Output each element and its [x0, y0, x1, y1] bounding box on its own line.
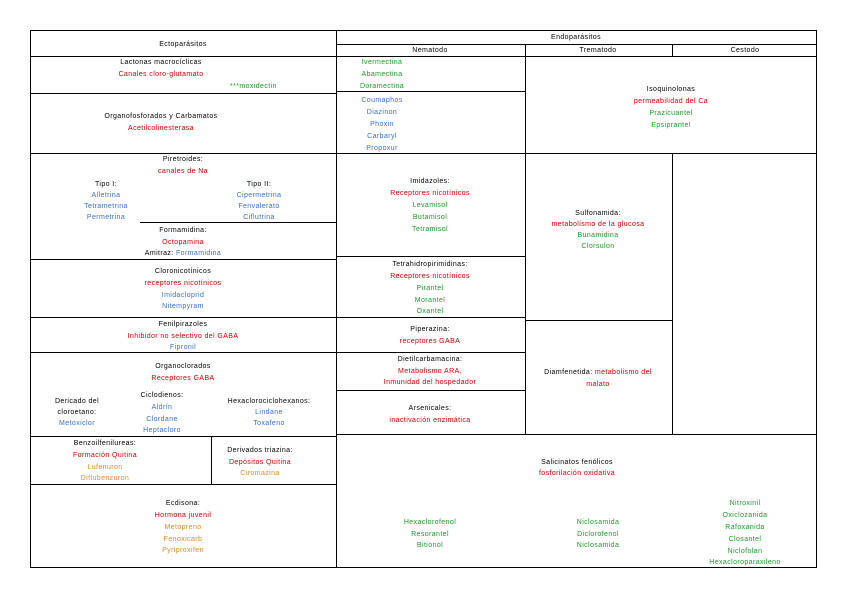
tipo1-title: Tipo I: — [95, 181, 117, 188]
ciflutrina: Ciflutrina — [243, 214, 275, 221]
coumaphos: Coumaphos — [361, 97, 403, 104]
fenvalerato: Fenvalerato — [238, 203, 280, 210]
clorsulon: Clorsulon — [581, 243, 615, 250]
amitraz-line — [145, 249, 221, 258]
propoxur: Propoxur — [366, 145, 398, 152]
header-nematodo: Nematodo — [412, 47, 448, 54]
benzoilfenil-title: Benzoilfenilureas: — [73, 440, 137, 447]
tetrahidro-mechanism: Receptores nicotínicos — [390, 273, 470, 280]
piretroides-mechanism: canales de Na — [158, 168, 208, 175]
butamisol: Butamisol — [412, 214, 448, 221]
dietil-mechanism-2: Inmunidad del hospedador — [383, 379, 477, 386]
resorantel: Resorantel — [411, 531, 449, 538]
cloronicotinicos-title: Cloronicotínicos — [154, 268, 212, 275]
isoquinolonas-title: Isoquinolonas — [646, 86, 696, 93]
dietil-title: Dietilcarbamacina: — [397, 356, 463, 363]
tetrametrina: Tetrametrina — [84, 203, 128, 210]
hexaclorociclohexanos-title: Hexaclorociclohexanos: — [227, 398, 311, 405]
levamisol: Levamisol — [412, 202, 448, 209]
lindane: Lindane — [255, 409, 283, 416]
lufenuron: Lufenuron — [87, 464, 123, 471]
triazina-title: Derivados triazina: — [227, 447, 293, 454]
piretroides-title: Piretroides: — [162, 156, 204, 163]
metoxiclor: Metoxiclor — [59, 420, 95, 427]
header-cestodo: Cestodo — [730, 47, 760, 54]
pirantel: Pirantel — [416, 285, 444, 292]
dericado-title-2: cloroetano: — [57, 409, 97, 416]
dietil-mechanism-1: Metabolismo ARA, — [398, 368, 462, 375]
niclosamida-2: Niclosamida — [576, 542, 620, 549]
tetramisol: Tetramisol — [412, 226, 448, 233]
lactonas-mechanism: Canales cloro-glutamato — [118, 71, 204, 78]
toxafeno: Toxafeno — [253, 420, 285, 427]
header-endoparasitos: Endoparásitos — [551, 34, 601, 41]
permetrina: Permetrina — [86, 214, 126, 221]
formamidina-title: Formamidina: — [159, 227, 207, 234]
salicina-mechanism: fosforilación oxidativa — [538, 470, 616, 477]
cloronicotinicos-mechanism: receptores nicotínicos — [144, 280, 222, 287]
ivermectina: Ivermectina — [361, 59, 403, 66]
isoquinolonas-mechanism: permeabilidad del Ca — [633, 98, 709, 105]
cipermetrina: Cipermetrina — [236, 192, 282, 199]
ecdisona-title: Ecdisona: — [165, 500, 201, 507]
nitroxinil: Nitroxinil — [729, 500, 761, 507]
organoclorados-mechanism: Receptores GABA — [151, 375, 215, 382]
niclofolan: Niclofolan — [727, 548, 763, 555]
hexaclorofenol: Hexaclorofenol — [403, 519, 457, 526]
phoxin: Phoxin — [370, 121, 394, 128]
lactonas-title: Lactonas macrocíclicas — [120, 59, 202, 66]
ecdisona-mechanism: Hormona juvenil — [154, 512, 212, 519]
bitionol: Bitionol — [416, 542, 444, 549]
niclosamida-1: Niclosamida — [576, 519, 620, 526]
ciromazina: Ciromazina — [240, 470, 280, 477]
oxiclozanida: Oxiclozanida — [722, 512, 768, 519]
heptacloro: Heptacloro — [143, 427, 181, 434]
arsenicales-title: Arsenicales: — [408, 405, 452, 412]
metopreno: Metopreno — [164, 524, 202, 531]
aldrin: Aldrín — [151, 404, 173, 411]
fenoxicarb: Fenoxicarb — [163, 536, 203, 543]
organoclorados-title: Organoclorados — [155, 363, 211, 370]
fenilpirazoles-mechanism: Inhibidor no selectivo del GABA — [127, 333, 239, 340]
prazicuantel: Prazicuantel — [649, 110, 693, 117]
piperazina-mechanism: receptores GABA — [399, 338, 461, 345]
alletrina: Alletrina — [91, 192, 121, 199]
diamfenetida-title: Diamfenetida: — [544, 369, 595, 376]
organofosforados-mechanism: Acetilcolinesterasa — [128, 125, 194, 132]
diflubenzuron: Diflubenzuron — [80, 475, 130, 482]
benzoilfenil-mechanism: Formación Quitina — [73, 452, 137, 459]
abamectina: Abamectina — [361, 71, 403, 78]
nitempyram: Nitempyram — [162, 303, 204, 310]
fenilpirazoles-title: Fenilpirazoles — [158, 321, 208, 328]
salicina-title: Salicinatos fenólicos — [541, 459, 613, 466]
fipronil: Fipronil — [169, 344, 197, 351]
hexacloroparaxileno: Hexacloroparaxileno — [709, 559, 781, 566]
diclorofenol: Diclorofenol — [577, 531, 619, 538]
amitraz-label: Amitraz: — [144, 250, 176, 257]
closantel: Closantel — [728, 536, 762, 543]
arsenicales-mechanism: inactivación enzimática — [389, 417, 471, 424]
piperazina-title: Piperazina: — [410, 326, 450, 333]
dericado-title-1: Dericado del — [54, 398, 100, 405]
amitraz-value: Formamidina — [175, 250, 222, 257]
oxantel: Oxantel — [416, 308, 444, 315]
rafoxanida: Rafoxanida — [725, 524, 765, 531]
formamidina-mechanism: Octopamina — [162, 239, 204, 246]
doramectina: Doramectina — [359, 83, 405, 90]
imidacloprid: Imidacloprid — [161, 292, 205, 299]
tetrahidro-title: Tetrahidropirimidinas: — [392, 261, 468, 268]
carbaryl: Carbaryl — [367, 133, 397, 140]
header-trematodo: Trematodo — [579, 47, 617, 54]
ciclodienos-title: Ciclodienos: — [140, 392, 184, 399]
diamfenetida-mechanism-b: malato — [586, 381, 610, 388]
clordane: Clordane — [146, 416, 178, 423]
header-ectoparasitos: Ectoparásitos — [159, 41, 207, 48]
sulfonamida-mechanism: metabolismo de la glucosa — [551, 221, 645, 228]
moxidectin-label: ***moxidectin — [230, 83, 277, 90]
imidazoles-mechanism: Receptores nicotínicos — [390, 190, 470, 197]
triazina-mechanism: Depósitos Quitina — [228, 459, 292, 466]
diamfenetida-line — [544, 368, 652, 377]
bunamidina: Bunamidina — [577, 232, 619, 239]
imidazoles-title: Imidazoles: — [410, 178, 450, 185]
sulfonamida-title: Sulfonamida: — [575, 210, 621, 217]
morantel: Morantel — [414, 297, 446, 304]
tipo2-title: Tipo II: — [246, 181, 272, 188]
pyriproxifen: Pyriproxifen — [162, 547, 204, 554]
diazinon: Diazinon — [366, 109, 398, 116]
diamfenetida-mechanism-a: metabolismo del — [594, 369, 652, 376]
epsiprantel: Epsiprantel — [651, 122, 691, 129]
organofosforados-title: Organofosforados y Carbamatos — [104, 113, 218, 120]
